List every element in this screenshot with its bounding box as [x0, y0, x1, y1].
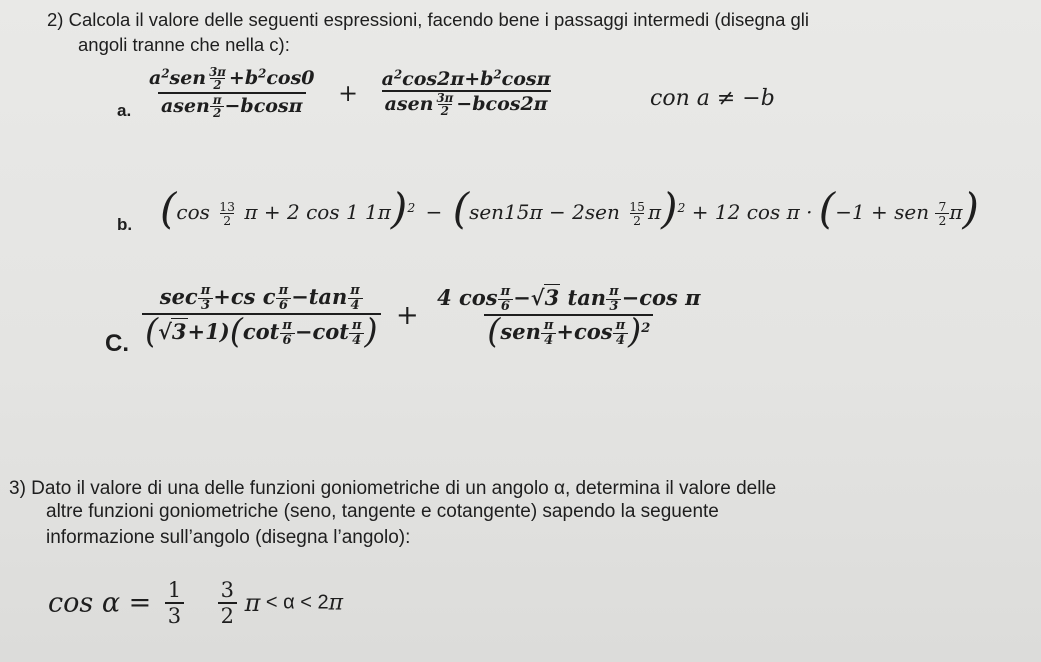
item-a-f1-denominator: asen $\frac{\pi}{2}$ −bcosπ	[158, 92, 306, 120]
item-c-f1-denominator: (√3+1)(cot $\frac{\pi}{6}$ −cot $\frac{\pi}{4}$ )	[142, 313, 381, 348]
exercise-2-title-line1: 2) Calcola il valore delle seguenti espressioni, facendo bene i passaggi intermedi (disegna gli	[47, 9, 810, 30]
item-a-fraction-1	[146, 66, 318, 119]
exercise-2-title-line2: angoli tranne che nella c):	[78, 34, 290, 55]
item-c-plus: +	[395, 300, 419, 332]
exercise-3-formula: cos α = $\frac{1}{3}$ $\frac{3}{2}$ π < α < 2π	[48, 578, 344, 628]
item-c-f2-numerator: 4 cos $\frac{\pi}{6}$ −√3 tan $\frac{\pi}{3}$ −cos π	[437, 284, 701, 314]
item-b-expression: (cos $\frac{13}{2}$ π + 2 cos 1 1π)$^2$ − (sen15π − 2sen $\frac{15}{2}$ π)$^2$ + 12 cos π · (−1 + sen $\frac{7}{2}$ π)	[160, 184, 979, 234]
item-a-f1-numerator: $a^2sen$ $\frac{3\pi}{2}$ $+b^2\cos 0$	[149, 65, 315, 93]
item-c-fraction-1	[142, 283, 381, 351]
exercise-3-line1: 3) Dato il valore di una delle funzioni goniometriche di un angolo α, determina il valore delle	[9, 478, 777, 499]
item-a-plus: +	[338, 78, 359, 107]
item-a-expression	[146, 66, 554, 119]
item-a-condition: con a ≠ −b	[650, 86, 775, 111]
exercise-3-line2: altre funzioni goniometriche (seno, tangente e cotangente) sapendo la seguente	[46, 501, 719, 522]
item-a-f2-numerator: $a^2\cos 2\pi+b^2\cos\pi$	[381, 67, 551, 90]
item-a-f2-denominator: asen $\frac{3\pi}{2}$ −bcos2π	[382, 90, 551, 118]
item-c-f2-denominator: (sen $\frac{\pi}{4}$ +cos $\frac{\pi}{4}$ )$^2$	[484, 314, 653, 348]
item-b-label: b.	[117, 215, 133, 234]
item-c-label: C.	[105, 330, 129, 357]
exercise-3-line3: informazione sull’angolo (disegna l’angolo):	[46, 527, 411, 548]
item-c-fraction-2	[434, 284, 703, 351]
item-a-fraction-2	[379, 68, 554, 118]
item-c-expression	[142, 283, 704, 351]
item-a-label: a.	[117, 101, 132, 120]
item-c-f1-numerator: sec $\frac{\pi}{3}$ +cs c $\frac{\pi}{6}$ −tan $\frac{\pi}{4}$	[157, 284, 366, 313]
